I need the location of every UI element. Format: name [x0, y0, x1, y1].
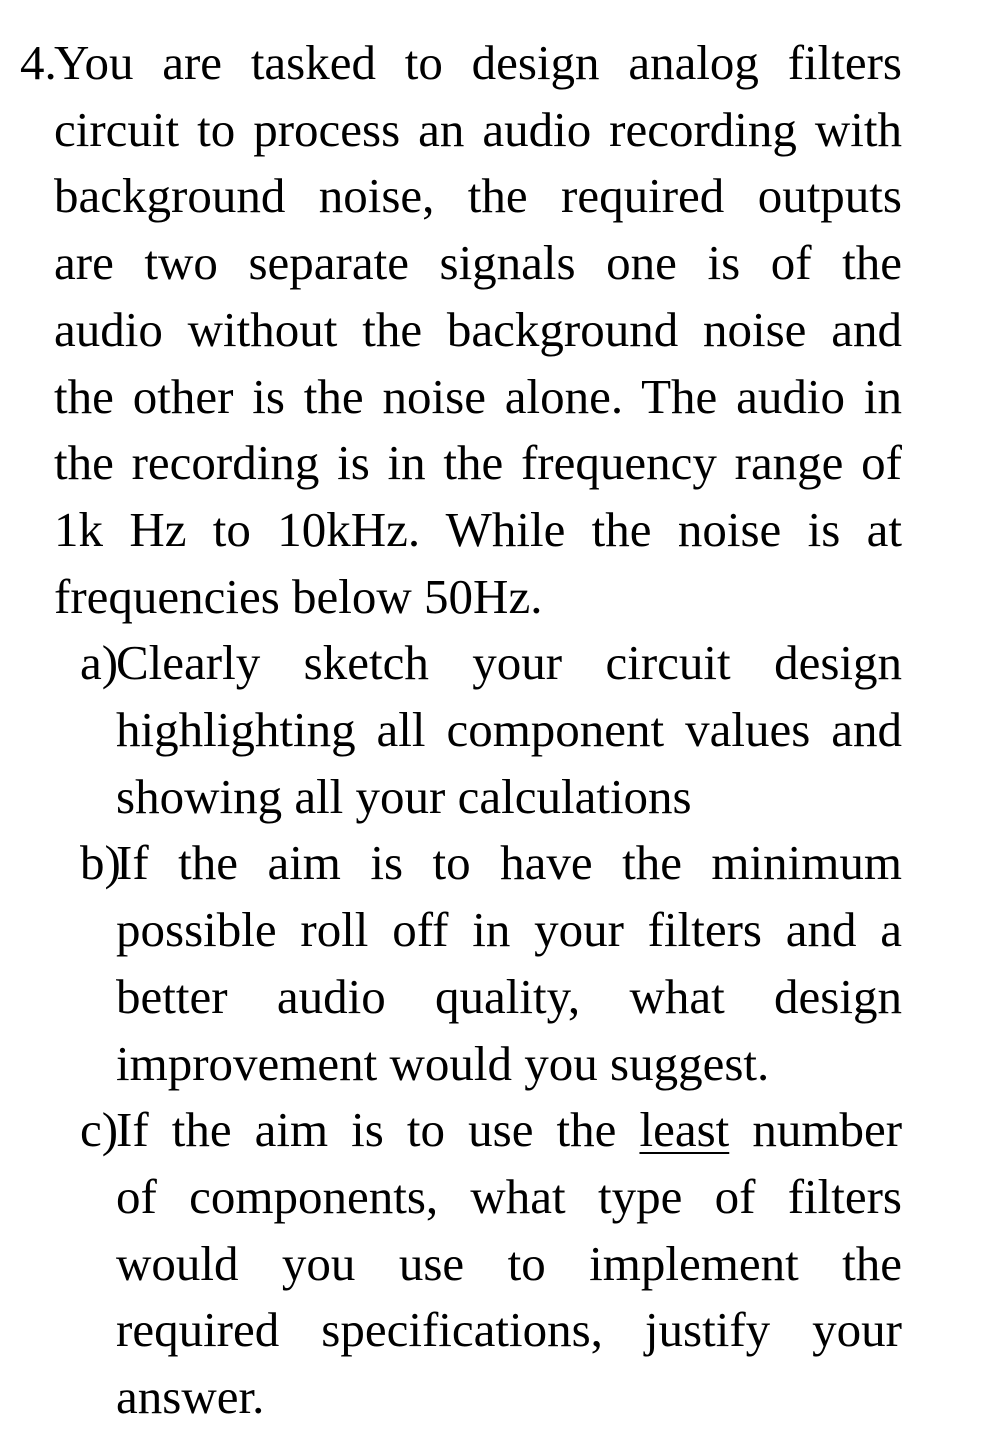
part-a-line: showing all your calculations	[116, 768, 692, 824]
part-c-line: answer.	[116, 1369, 265, 1425]
stem-line: circuit to process an audio recording with	[54, 101, 902, 157]
part-c-line: required specifications, justify your	[116, 1302, 902, 1358]
part-c-line: of components, what type of filters	[116, 1168, 902, 1224]
stem-line: audio without the background noise and	[54, 301, 902, 357]
part-b-label: b)	[80, 835, 121, 891]
part-a-line: Clearly sketch your circuit design	[116, 635, 902, 691]
part-a-line: highlighting all component values and	[116, 702, 902, 758]
part-a-label: a)	[80, 635, 119, 691]
stem-line: the other is the noise alone. The audio in	[54, 368, 902, 424]
part-c-line: would you use to implement the	[116, 1235, 902, 1291]
stem-line: frequencies below 50Hz.	[54, 568, 543, 624]
stem-line: are two separate signals one is of the	[54, 235, 902, 291]
question-stem	[20, 30, 902, 630]
stem-line: background noise, the required outputs	[54, 168, 902, 224]
stem-line: 1k Hz to 10kHz. While the noise is at	[54, 501, 902, 557]
part-c-line-1	[116, 1097, 902, 1164]
stem-line: You are tasked to design analog filters	[54, 35, 902, 90]
part-c-text-before: If the aim is to use the	[116, 1102, 617, 1158]
part-b-line: If the aim is to have the minimum	[116, 835, 902, 891]
part-c-label: c)	[80, 1102, 119, 1158]
part-b	[20, 830, 902, 1097]
part-b-line: improvement would you suggest.	[116, 1035, 770, 1091]
question-number: 4.	[20, 35, 57, 90]
part-b-line: better audio quality, what design	[116, 968, 902, 1024]
part-c	[20, 1097, 902, 1431]
part-b-line: possible roll off in your filters and a	[116, 902, 902, 958]
part-c-text-after: number	[752, 1102, 903, 1158]
stem-line: the recording is in the frequency range of	[54, 435, 902, 491]
question-4	[20, 30, 902, 1431]
least-underlined: least	[639, 1102, 730, 1158]
part-a	[20, 630, 902, 830]
